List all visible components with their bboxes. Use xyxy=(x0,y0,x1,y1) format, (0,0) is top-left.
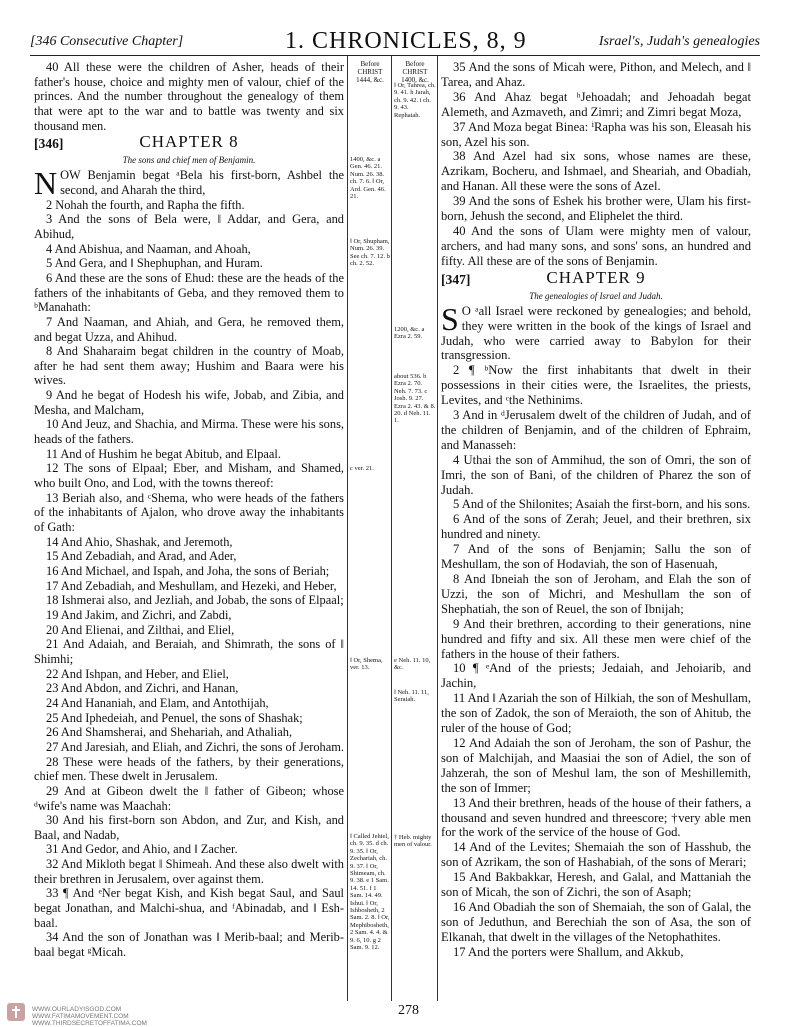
verse: 7 And of the sons of Benjamin; Sallu the son of Meshullam, the son of Hodaviah, the son of Hasenuah, xyxy=(441,542,751,572)
verse: 23 And Abdon, and Zichri, and Hanan, xyxy=(46,681,239,696)
verse: 36 And Ahaz begat ʰJehoadah; and Jehoadah begat Alemeth, and Azmaveth, and Zimri; and Zimri begat Moza, xyxy=(441,89,751,119)
verse: 10 ¶ ᵉAnd of the priests; Jedaiah, and Jehoiarib, and Jachin, xyxy=(441,661,751,691)
verse: 16 And Michael, and Ispah, and Joha, the sons of Beriah; xyxy=(46,564,330,578)
margin-note: ‖ Or, Shema, ver. 13. xyxy=(350,657,383,672)
verse-first xyxy=(34,165,344,202)
margin-note: 1200, &c. a Ezra 2. 59. xyxy=(394,326,425,341)
verse: 19 And Jakim, and Zichri, and Zabdi, xyxy=(46,607,232,622)
verse: 10 And Jeuz, and Shachia, and Mirma. These were his sons, heads of the fathers. xyxy=(34,417,344,447)
verse-first-text: O ᵃall Israel were reckoned by genealogies; and behold, they were written in the book of the kings of Israel and Judah, who were carried away to Babylon for their transgression. xyxy=(441,303,751,363)
verse: 4 And Abishua, and Naaman, and Ahoah, xyxy=(46,241,251,256)
column-rule xyxy=(437,56,438,1001)
margin-note: ‖ Neh. 11. 11, Seraiah. xyxy=(394,689,429,704)
verse: 9 And he begat of Hodesh his wife, Jobab, and Zibia, and Mesha, and Malcham, xyxy=(34,388,344,417)
verse: 17 And the porters were Shallum, and Akkub, xyxy=(453,944,684,959)
verse: 40 And the sons of Ulam were mighty men of valour, archers, and had many sons, and sons' sons, an hundred and fifty. All these are of the sons of Benjamin. xyxy=(441,223,751,268)
verse: 7 And Naaman, and Ahiah, and Gera, he removed them, and begat Uzza, and Ahihud. xyxy=(34,314,344,344)
margin-note: ‖ Called Jehiel, ch. 9. 35. d ch. 9. 35. ‖ Or, Zechariah, ch. 9. 37. ‖ Or, Shimeam, ch. 9. 38. e 1 Sam. 14. 51. f 1 Sam. 14. 49. Ishui. ‖ Or, Ishbosheth, 2 Sam. 2. 8. ‖ Or, Mephibosheth, 2 Sam. 4. 4. & 9. 6, 10. g 2 Sam. 9. 12. xyxy=(350,833,390,952)
verse: 24 And Hananiah, and Elam, and Antothijah, xyxy=(46,695,269,710)
verse: 3 And in ᵈJerusalem dwelt of the children of Judah, and of the children of Benjamin, and of the children of Ephraim, and Manasseh: xyxy=(441,408,751,452)
verse: 21 And Adaiah, and Beraiah, and Shimrath, the sons of ‖ Shimhi; xyxy=(34,637,344,666)
verse: 5 And Gera, and ‖ Shephuphan, and Huram. xyxy=(46,256,263,271)
page-number: 278 xyxy=(398,1003,419,1018)
margin-note: ‖ Or, Tahrea, ch. 9. 41. h Jarah, ch. 9. 42. i ch. 9. 43. Rephaiah. xyxy=(394,82,436,119)
verse: 3 And the sons of Bela were, ‖ Addar, and Gera, and Abihud, xyxy=(34,212,344,241)
drop-capital: N xyxy=(34,165,58,202)
header-topic: Israel's, Judah's genealogies xyxy=(598,34,760,49)
verse: 11 And of Hushim he begat Abitub, and Elpaal. xyxy=(46,446,281,461)
chapter-title: CHAPTER 8 xyxy=(139,132,239,152)
verse: 12 And Adaiah the son of Jeroham, the son of Pashur, the son of Malchijah, and Maasiai the son of Adiel, the son of Jahzerah, the son of Meshul lam, the son of Meshillemith, the son of Immer; xyxy=(441,735,751,795)
verse: 2 ¶ ᵇNow the first inhabitants that dwelt in their possessions in their cities were, the Israelites, the priests, Levites, and ᶜthe Nethinims. xyxy=(441,363,751,408)
verse: 5 And of the Shilonites; Asaiah the first-born, and his sons. xyxy=(453,497,751,512)
verse-first xyxy=(441,300,751,364)
verse: 13 And their brethren, heads of the house of their fathers, a thousand and seven hundred and threescore; †very able men for the work of the service of the house of God. xyxy=(441,795,751,840)
footer-site-link[interactable]: WWW.FATIMAMOVEMENT.COM xyxy=(32,1013,129,1020)
verse: 29 And at Gibeon dwelt the ‖ father of Gibeon; whose ᵈwife's name was Maachah: xyxy=(34,783,344,813)
verse: 6 And these are the sons of Ehud: these are the heads of the fathers of the inhabitants of Geba, and they removed them to ᵇManahath: xyxy=(34,270,344,315)
header-consecutive-chapter: [346 Consecutive Chapter] xyxy=(30,34,184,49)
chapter-summary: The genealogies of Israel and Judah. xyxy=(529,290,663,301)
verse: 4 Uthai the son of Ammihud, the son of Omri, the son of Imri, the son of Bani, of the children of Pharez the son of Judah. xyxy=(441,452,751,497)
margin-note: Before CHRIST 1400, &c. xyxy=(401,60,429,84)
verse: 2 Nohah the fourth, and Rapha the fifth. xyxy=(46,197,245,212)
chapter-heading xyxy=(34,132,344,155)
verse: 15 And Bakbakkar, Heresh, and Galal, and Mattaniah the son of Micah, the son of Zichri, the son of Asaph; xyxy=(441,870,751,900)
verse: 13 Beriah also, and ᶜShema, who were heads of the fathers of the inhabitants of Ajalon, who drove away the inhabitants of Gath: xyxy=(34,490,344,535)
verse: 37 And Moza begat Binea: ⁱRapha was his son, Eleasah his son, Azel his son. xyxy=(441,119,751,149)
chapter-summary: The sons and chief men of Benjamin. xyxy=(122,155,256,166)
footer-site-link[interactable]: WWW.OURLADYISGOD.COM xyxy=(32,1006,122,1013)
verse: 32 And Mikloth begat ‖ Shimeah. And these also dwelt with their brethren in Jerusalem, over against them. xyxy=(34,857,344,886)
margin-note: 1400, &c. a Gen. 46. 21. Num. 26. 38. ch. 7. 6. ‖ Or, Ard. Gen. 46. 21. xyxy=(350,156,386,201)
verse: 26 And Shamsherai, and Shehariah, and Athaliah, xyxy=(46,725,293,740)
header-book-chapter: 1. CHRONICLES, 8, 9 xyxy=(285,28,527,54)
verse: 31 And Gedor, and Ahio, and ‖ Zacher. xyxy=(46,842,238,857)
chapter-consecutive-number: [347] xyxy=(441,271,471,287)
margin-note: c ver. 21. xyxy=(350,465,374,472)
margin-note: † Heb. mighty men of valour. xyxy=(394,834,432,849)
site-logo-icon xyxy=(6,1002,26,1022)
left-text-column xyxy=(34,60,344,960)
margin-note: about 536. b Ezra 2. 70. Neh. 7. 73. c Josh. 9. 27. Ezra 2. 43. & 8. 20. d Neh. 11. 1. xyxy=(394,373,436,425)
verse: 16 And Obadiah the son of Shemaiah, the son of Galal, the son of Jeduthun, and Berechiah the son of Asa, the son of Elkanah, that dwelt in the villages of the Netophathites. xyxy=(441,899,751,944)
column-rule xyxy=(391,56,392,1001)
margin-note: Before CHRIST 1444, &c. xyxy=(356,60,384,84)
verse: 27 And Jaresiah, and Eliah, and Zichri, the sons of Jeroham. xyxy=(46,739,344,754)
verse: 11 And ‖ Azariah the son of Hilkiah, the son of Meshullam, the son of Zadok, the son of Meraioth, the son of Ahitub, the ruler of the house of God; xyxy=(441,691,751,736)
verse: 38 And Azel had six sons, whose names are these, Azrikam, Bocheru, and Ishmael, and Sheariah, and Obadiah, and Hanan. All these were the sons of Azel. xyxy=(441,149,751,194)
verse: 33 ¶ And ᵉNer begat Kish, and Kish begat Saul, and Saul begat Jonathan, and Malchi-shua, and ᶠAbinadab, and ‖ Esh-baal. xyxy=(34,886,344,930)
column-rule xyxy=(347,56,348,1001)
verse: 34 And the son of Jonathan was ‖ Merib-baal; and Merib-baal begat ᵍMicah. xyxy=(34,930,344,960)
verse: 17 And Zebadiah, and Meshullam, and Hezeki, and Heber, xyxy=(46,578,337,593)
header-rule xyxy=(30,55,760,56)
verse: 14 And Ahio, Shashak, and Jeremoth, xyxy=(46,534,233,549)
verse: 28 These were heads of the fathers, by their generations, chief men. These dwelt in Jerusalem. xyxy=(34,754,344,784)
verse: 30 And his first-born son Abdon, and Zur, and Kish, and Baal, and Nadab, xyxy=(34,813,344,842)
chapter-title: CHAPTER 9 xyxy=(546,267,646,287)
verse: 14 And of the Levites; Shemaiah the son of Hasshub, the son of Azrikam, the son of Hashabiah, of the sons of Merari; xyxy=(441,840,751,870)
verse: 9 And their brethren, according to their generations, nine hundred and fifty and six. All these men were chief of the fathers in the house of their fathers. xyxy=(441,616,751,661)
verse: 8 And Ibneiah the son of Jeroham, and Elah the son of Uzzi, the son of Michri, and Meshullam the son of Shephatiah, the son of Reuel, the son of Ibnijah; xyxy=(441,572,751,616)
verse: 8 And Shaharaim begat children in the country of Moab, after he had sent them away; Hushim and Baara were his wives. xyxy=(34,344,344,388)
verse: 22 And Ishpan, and Heber, and Eliel, xyxy=(46,666,229,681)
verse: 25 And Iphedeiah, and Penuel, the sons of Shashak; xyxy=(46,710,303,725)
margin-note: e Neh. 11. 10, &c. xyxy=(394,657,431,672)
footer-site-link[interactable]: WWW.THIRDSECRETOFFATIMA.COM xyxy=(32,1020,147,1027)
verse: 40 All these were the children of Asher, heads of their father's house, choice and mighty men of valour, chief of the princes. And the number throughout the genealogy of them that were apt to the war and to battle was twenty and six thousand men. xyxy=(34,60,344,133)
verse-first-text: OW Benjamin begat ᵃBela his first-born, Ashbel the second, and Aharah the third, xyxy=(60,168,344,197)
verse: 39 And the sons of Eshek his brother were, Ulam his first-born, Jehush the second, and Eliphelet the third. xyxy=(441,194,751,224)
right-text-column xyxy=(441,60,751,960)
chapter-heading xyxy=(441,267,751,291)
verse: 20 And Elienai, and Zilthai, and Eliel, xyxy=(46,622,235,637)
verse: 15 And Zebadiah, and Arad, and Ader, xyxy=(46,549,237,564)
running-header xyxy=(30,28,760,54)
verse: 35 And the sons of Micah were, Pithon, and Melech, and ‖ Tarea, and Ahaz. xyxy=(441,60,751,89)
verse: 6 And of the sons of Zerah; Jeuel, and their brethren, six hundred and ninety. xyxy=(441,512,751,542)
verse: 18 Ishmerai also, and Jezliah, and Jobab, the sons of Elpaal; xyxy=(46,593,344,608)
margin-note: ‖ Or, Shupham, Num. 26. 39. See ch. 7. 12. b ch. 2. 52. xyxy=(350,238,390,268)
chapter-consecutive-number: [346] xyxy=(34,136,64,152)
drop-capital: S xyxy=(441,300,459,337)
verse: 12 The sons of Elpaal; Eber, and Misham, and Shamed, who built Ono, and Lod, with the towns thereof: xyxy=(34,461,344,491)
